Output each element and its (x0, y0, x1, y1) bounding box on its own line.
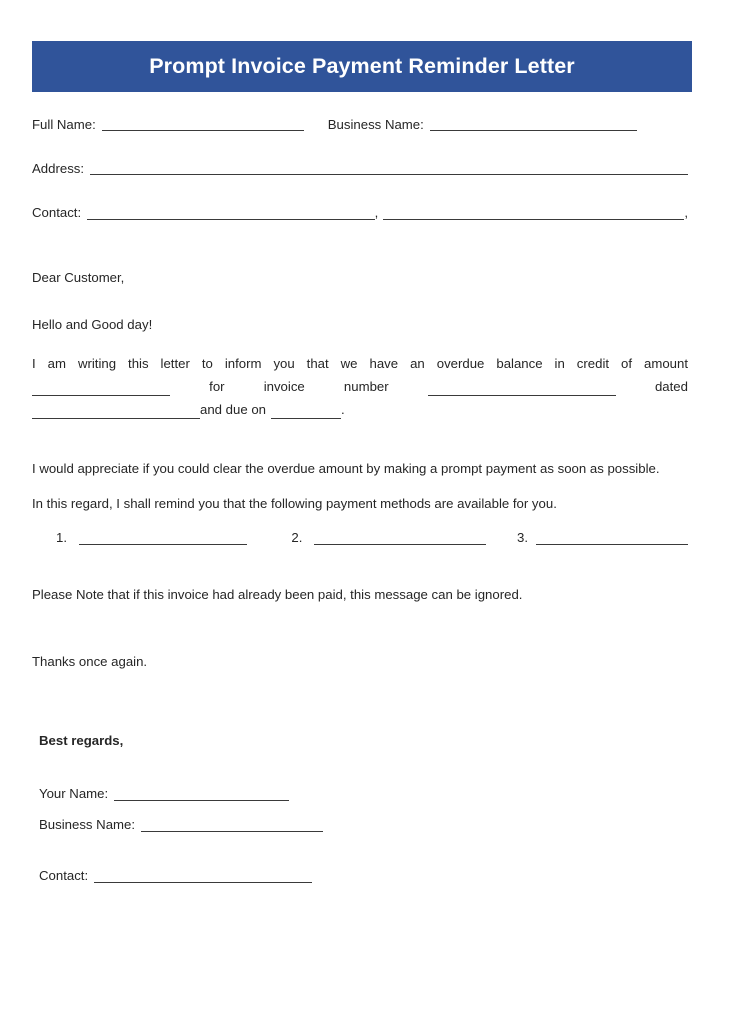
thanks-paragraph: Thanks once again. (32, 653, 148, 669)
address-input-blank[interactable] (90, 162, 688, 175)
address-label: Address: (32, 161, 85, 177)
invoice-date-input-blank[interactable] (32, 406, 200, 419)
address-row (32, 162, 688, 175)
contact-label: Contact: (32, 205, 82, 221)
closing-salutation: Best regards, (39, 732, 124, 748)
overdue-paragraph-line-1: I am writing this letter to inform you that we have an overdue balance in credit of amount (32, 355, 688, 371)
document-header-banner (32, 41, 692, 92)
payment-method-2-number: 2. (291, 529, 303, 545)
document-body (32, 118, 688, 883)
contact-input-blank-2[interactable] (383, 207, 684, 220)
full-name-input-blank[interactable] (102, 118, 304, 131)
and-due-on-text: and due on (200, 402, 267, 418)
signature-contact-input-blank[interactable] (94, 870, 312, 883)
list-item (291, 530, 517, 545)
word-dated: dated (654, 379, 688, 395)
contact-separator-2: , (684, 205, 688, 221)
your-name-input-blank[interactable] (114, 788, 289, 801)
contact-row (32, 206, 688, 219)
payment-methods-list (32, 530, 688, 545)
word-number: number (343, 379, 389, 395)
your-name-label: Your Name: (39, 786, 109, 802)
payment-method-2-blank[interactable] (314, 532, 486, 545)
signature-contact-label: Contact: (39, 868, 89, 884)
payment-method-3-number: 3. (517, 529, 528, 545)
business-name-label: Business Name: (327, 117, 424, 132)
contact-input-blank-1[interactable] (87, 207, 374, 220)
signature-business-name-row (32, 817, 688, 832)
signature-your-name-row (32, 786, 688, 801)
please-note-paragraph: Please Note that if this invoice had already been paid, this message can be ignored. (32, 586, 523, 602)
list-item (517, 530, 688, 545)
list-item (56, 530, 291, 545)
invoice-number-input-blank[interactable] (428, 383, 616, 396)
name-row (32, 118, 688, 131)
word-for: for (209, 379, 225, 395)
salutation: Dear Customer, (32, 269, 125, 285)
payment-methods-intro: In this regard, I shall remind you that the following payment methods are available for you. (32, 496, 557, 512)
sentence-period: . (341, 402, 345, 418)
payment-method-1-number: 1. (56, 529, 67, 545)
word-invoice: invoice (263, 379, 305, 395)
payment-method-1-blank[interactable] (79, 532, 247, 545)
amount-input-blank[interactable] (32, 383, 170, 396)
overdue-paragraph-line-2 (32, 377, 688, 396)
greeting-line: Hello and Good day! (32, 316, 153, 332)
due-date-input-blank[interactable] (271, 406, 341, 419)
full-name-label: Full Name: (32, 117, 96, 132)
page-title: Prompt Invoice Payment Reminder Letter (149, 53, 575, 78)
contact-separator-1: , (374, 205, 379, 221)
business-name-input-blank[interactable] (430, 118, 637, 131)
appreciation-paragraph: I would appreciate if you could clear the overdue amount by making a prompt payment as soon as possible. (32, 461, 660, 477)
signature-business-name-input-blank[interactable] (141, 819, 323, 832)
payment-method-3-blank[interactable] (536, 532, 688, 545)
overdue-paragraph-line-3 (32, 400, 688, 419)
signature-business-name-label: Business Name: (39, 817, 136, 833)
signature-contact-row (32, 868, 688, 883)
